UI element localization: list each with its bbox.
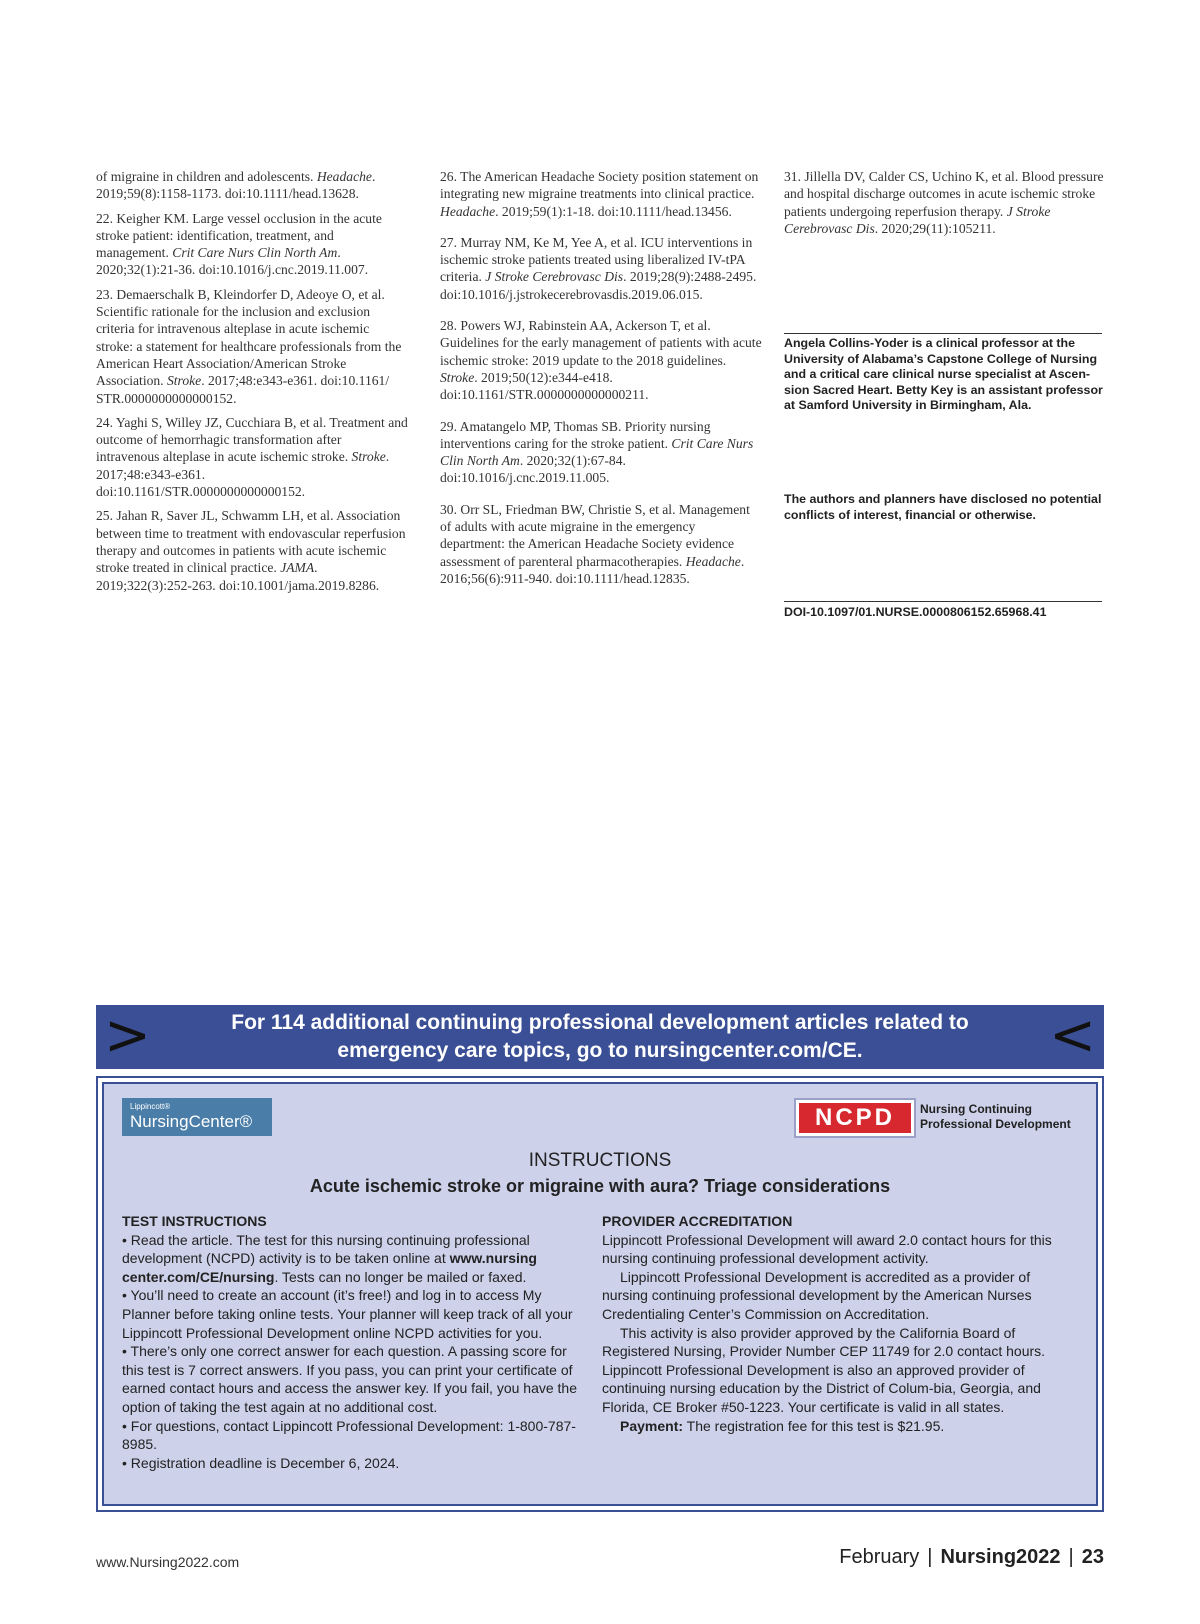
instructions-box <box>96 1076 1104 1512</box>
bio-divider <box>784 333 1102 334</box>
reference-item: 25. Jahan R, Saver JL, Schwamm LH, et al. Association between time to treatment with endovascular reperfusion therapy and outcomes in patients with acute ischemic stroke treated in clinical practice. JAMA. 2019;322(3):252-263. doi:10.1001/jama.2019.8286. <box>96 508 406 593</box>
accreditation-paragraph: Lippincott Professional Development is accredited as a provider of nursing continuing professional development by the American Nurses Credentialing Center’s Commission on Accreditation. <box>602 1268 1032 1322</box>
instructions-title: INSTRUCTIONS <box>528 1150 672 1171</box>
doi-divider <box>784 601 1102 602</box>
reference-item: 28. Powers WJ, Rabinstein AA, Ackerson T, et al. Guidelines for the early management of patients with acute ischemic stroke: 2019 update to the 2018 guidelines. Stroke. 2019;50(12):e344-e418. doi:10.1161/STR.0000000000000211. <box>440 318 762 403</box>
references-column-2 <box>440 168 762 601</box>
ncpd-caption-line-2: Professional Development <box>920 1117 1071 1131</box>
reference-item: 29. Amatangelo MP, Thomas SB. Priority nursing interventions caring for the stroke patient. Crit Care Nurs Clin North Am. 2020;32(1):67-84. doi:10.1016/j.cnc.2019.11.005. <box>440 418 754 486</box>
ncpd-caption-line-1: Nursing Continuing <box>920 1102 1032 1116</box>
references-column-3 <box>784 168 1104 244</box>
banner-line-2: emergency care topics, go to nursingcenter.com/CE. <box>337 1039 863 1062</box>
footer-journal: Nursing2022 <box>940 1546 1061 1568</box>
reference-item: of migraine in children and adolescents. Headache. 2019;59(8):1158-1173. doi:10.1111/head.13628. <box>96 169 376 202</box>
reference-item: 27. Murray NM, Ke M, Yee A, et al. ICU interventions in ischemic stroke patients treated using liberalized IV-tPA criteria. J Stroke Cerebrovasc Dis. 2019;28(9):2488-2495. doi:10.1016/j.jstrokecerebrovasdis.2019.06.015. <box>440 234 757 302</box>
ce-banner[interactable] <box>96 1005 1104 1069</box>
footer-month: February <box>839 1546 920 1568</box>
banner-text <box>176 1009 1024 1065</box>
provider-accreditation <box>602 1212 1060 1435</box>
payment-paragraph: Payment: The registration fee for this test is $21.95. <box>620 1417 945 1434</box>
page-number: 23 <box>1081 1546 1104 1568</box>
ncpd-logo <box>794 1098 916 1138</box>
author-bio: Angela Collins-Yoder is a clinical professor at the University of Alabama’s Capstone College of Nursing and a critical care clinical nurse specialist at Ascen-sion Sacred Heart. Betty Key is an assistant professor at Samford University in Birmingham, Ala. <box>784 336 1103 412</box>
lippincott-label: Lippincott® <box>130 1102 171 1111</box>
references-column-1 <box>96 168 408 601</box>
test-url-link[interactable]: www.nursing center.com/CE/nursing <box>122 1250 537 1285</box>
reference-item: 22. Keigher KM. Large vessel occlusion in the acute stroke patient: identification, treatment, and management. Crit Care Nurs Clin North Am. 2020;32(1):21-36. doi:10.1016/j.cnc.2019.11.007. <box>96 210 382 278</box>
chevron-right-icon: > <box>104 1003 151 1068</box>
doi-label: DOI-10.1097/01.NURSE.0000806152.65968.41 <box>784 605 1047 619</box>
payment-label: Payment: <box>620 1417 684 1434</box>
article-title: Acute ischemic stroke or migraine with aura? Triage considerations <box>309 1176 891 1196</box>
reference-item: 23. Demaerschalk B, Kleindorfer D, Adeoye O, et al. Scientific rationale for the inclusion and exclusion criteria for intravenous alteplase in acute ischemic stroke: a statement for healthcare professionals from the American Heart Association/American Stroke Association. Stroke. 2017;48:e343-e361. doi:10.1161/ STR.0000000000000152. <box>96 286 402 406</box>
reference-item: 24. Yaghi S, Willey JZ, Cucchiara B, et al. Treatment and outcome of hemorrhagic transformation after intravenous alteplase in acute ischemic stroke. Stroke. 2017;48:e343-e361. doi:10.1161/STR.0000000000000152. <box>96 414 408 500</box>
provider-accreditation-heading: PROVIDER ACCREDITATION <box>602 1213 793 1229</box>
banner-line-1: For 114 additional continuing professional development articles related to <box>231 1011 969 1034</box>
reference-item: 30. Orr SL, Friedman BW, Christie S, et al. Management of adults with acute migraine in the emergency department: the American Headache Society evidence assessment of parenteral pharmacotherapies. Headache. 2016;56(6):911-940. doi:10.1111/head.12835. <box>440 501 750 586</box>
instruction-item: • Registration deadline is December 6, 2024. <box>122 1454 400 1471</box>
nursingcenter-logo <box>122 1098 272 1136</box>
chevron-left-icon: < <box>1049 1003 1096 1068</box>
test-instructions <box>122 1212 592 1472</box>
instruction-item: • For questions, contact Lippincott Professional Development: 1-800-787-8985. <box>122 1417 576 1453</box>
footer-website[interactable]: www.Nursing2022.com <box>96 1554 240 1570</box>
reference-item: 31. Jillella DV, Calder CS, Uchino K, et al. Blood pressure and hospital discharge outcomes in acute ischemic stroke patients undergoing reperfusion therapy. J Stroke Cerebrovasc Dis. 2020;29(11):105211. <box>784 169 1104 236</box>
instruction-item: • You’ll need to create an account (it’s free!) and log in to access My Planner before taking online tests. Your planner will keep track of all your Lippincott Professional Development online NCPD activities for you. <box>122 1287 573 1341</box>
nursingcenter-label: NursingCenter® <box>130 1112 253 1131</box>
accreditation-paragraph: This activity is also provider approved by the California Board of Registered Nursing, Provider Number CEP 11749 for 2.0 contact hours. Lippincott Professional Development is also an approved provider of continuing nursing education by the District of Colum-bia, Georgia, and Florida, CE Broker #50-1223. Your certificate is valid in all states. <box>602 1324 1046 1415</box>
instruction-item: • There’s only one correct answer for each question. A passing score for this test is 7 correct answers. If you pass, you can print your certificate of earned contact hours and access the answer key. If you fail, you have the option of taking the test again at no additional cost. <box>122 1343 578 1415</box>
ncpd-caption <box>920 1102 1090 1132</box>
footer-page-info: February | Nursing2022 | 23 <box>839 1546 1104 1568</box>
instruction-item: • Read the article. The test for this nursing continuing professional development (NCPD) activity is to be taken online at www.nursing center.com/CE/nursing. Tests can no longer be mailed or faxed. <box>122 1231 537 1285</box>
disclosure-statement: The authors and planners have disclosed no potential conflicts of interest, financial or otherwise. <box>784 492 1102 522</box>
instructions-panel <box>102 1082 1098 1506</box>
accreditation-paragraph: Lippincott Professional Development will award 2.0 contact hours for this nursing continuing professional development activity. <box>602 1231 1052 1267</box>
reference-item: 26. The American Headache Society position statement on integrating new migraine treatments into clinical practice. Headache. 2019;59(1):1-18. doi:10.1111/head.13456. <box>440 169 759 219</box>
ncpd-badge-text: NCPD <box>799 1103 911 1133</box>
test-instructions-heading: TEST INSTRUCTIONS <box>122 1213 267 1229</box>
